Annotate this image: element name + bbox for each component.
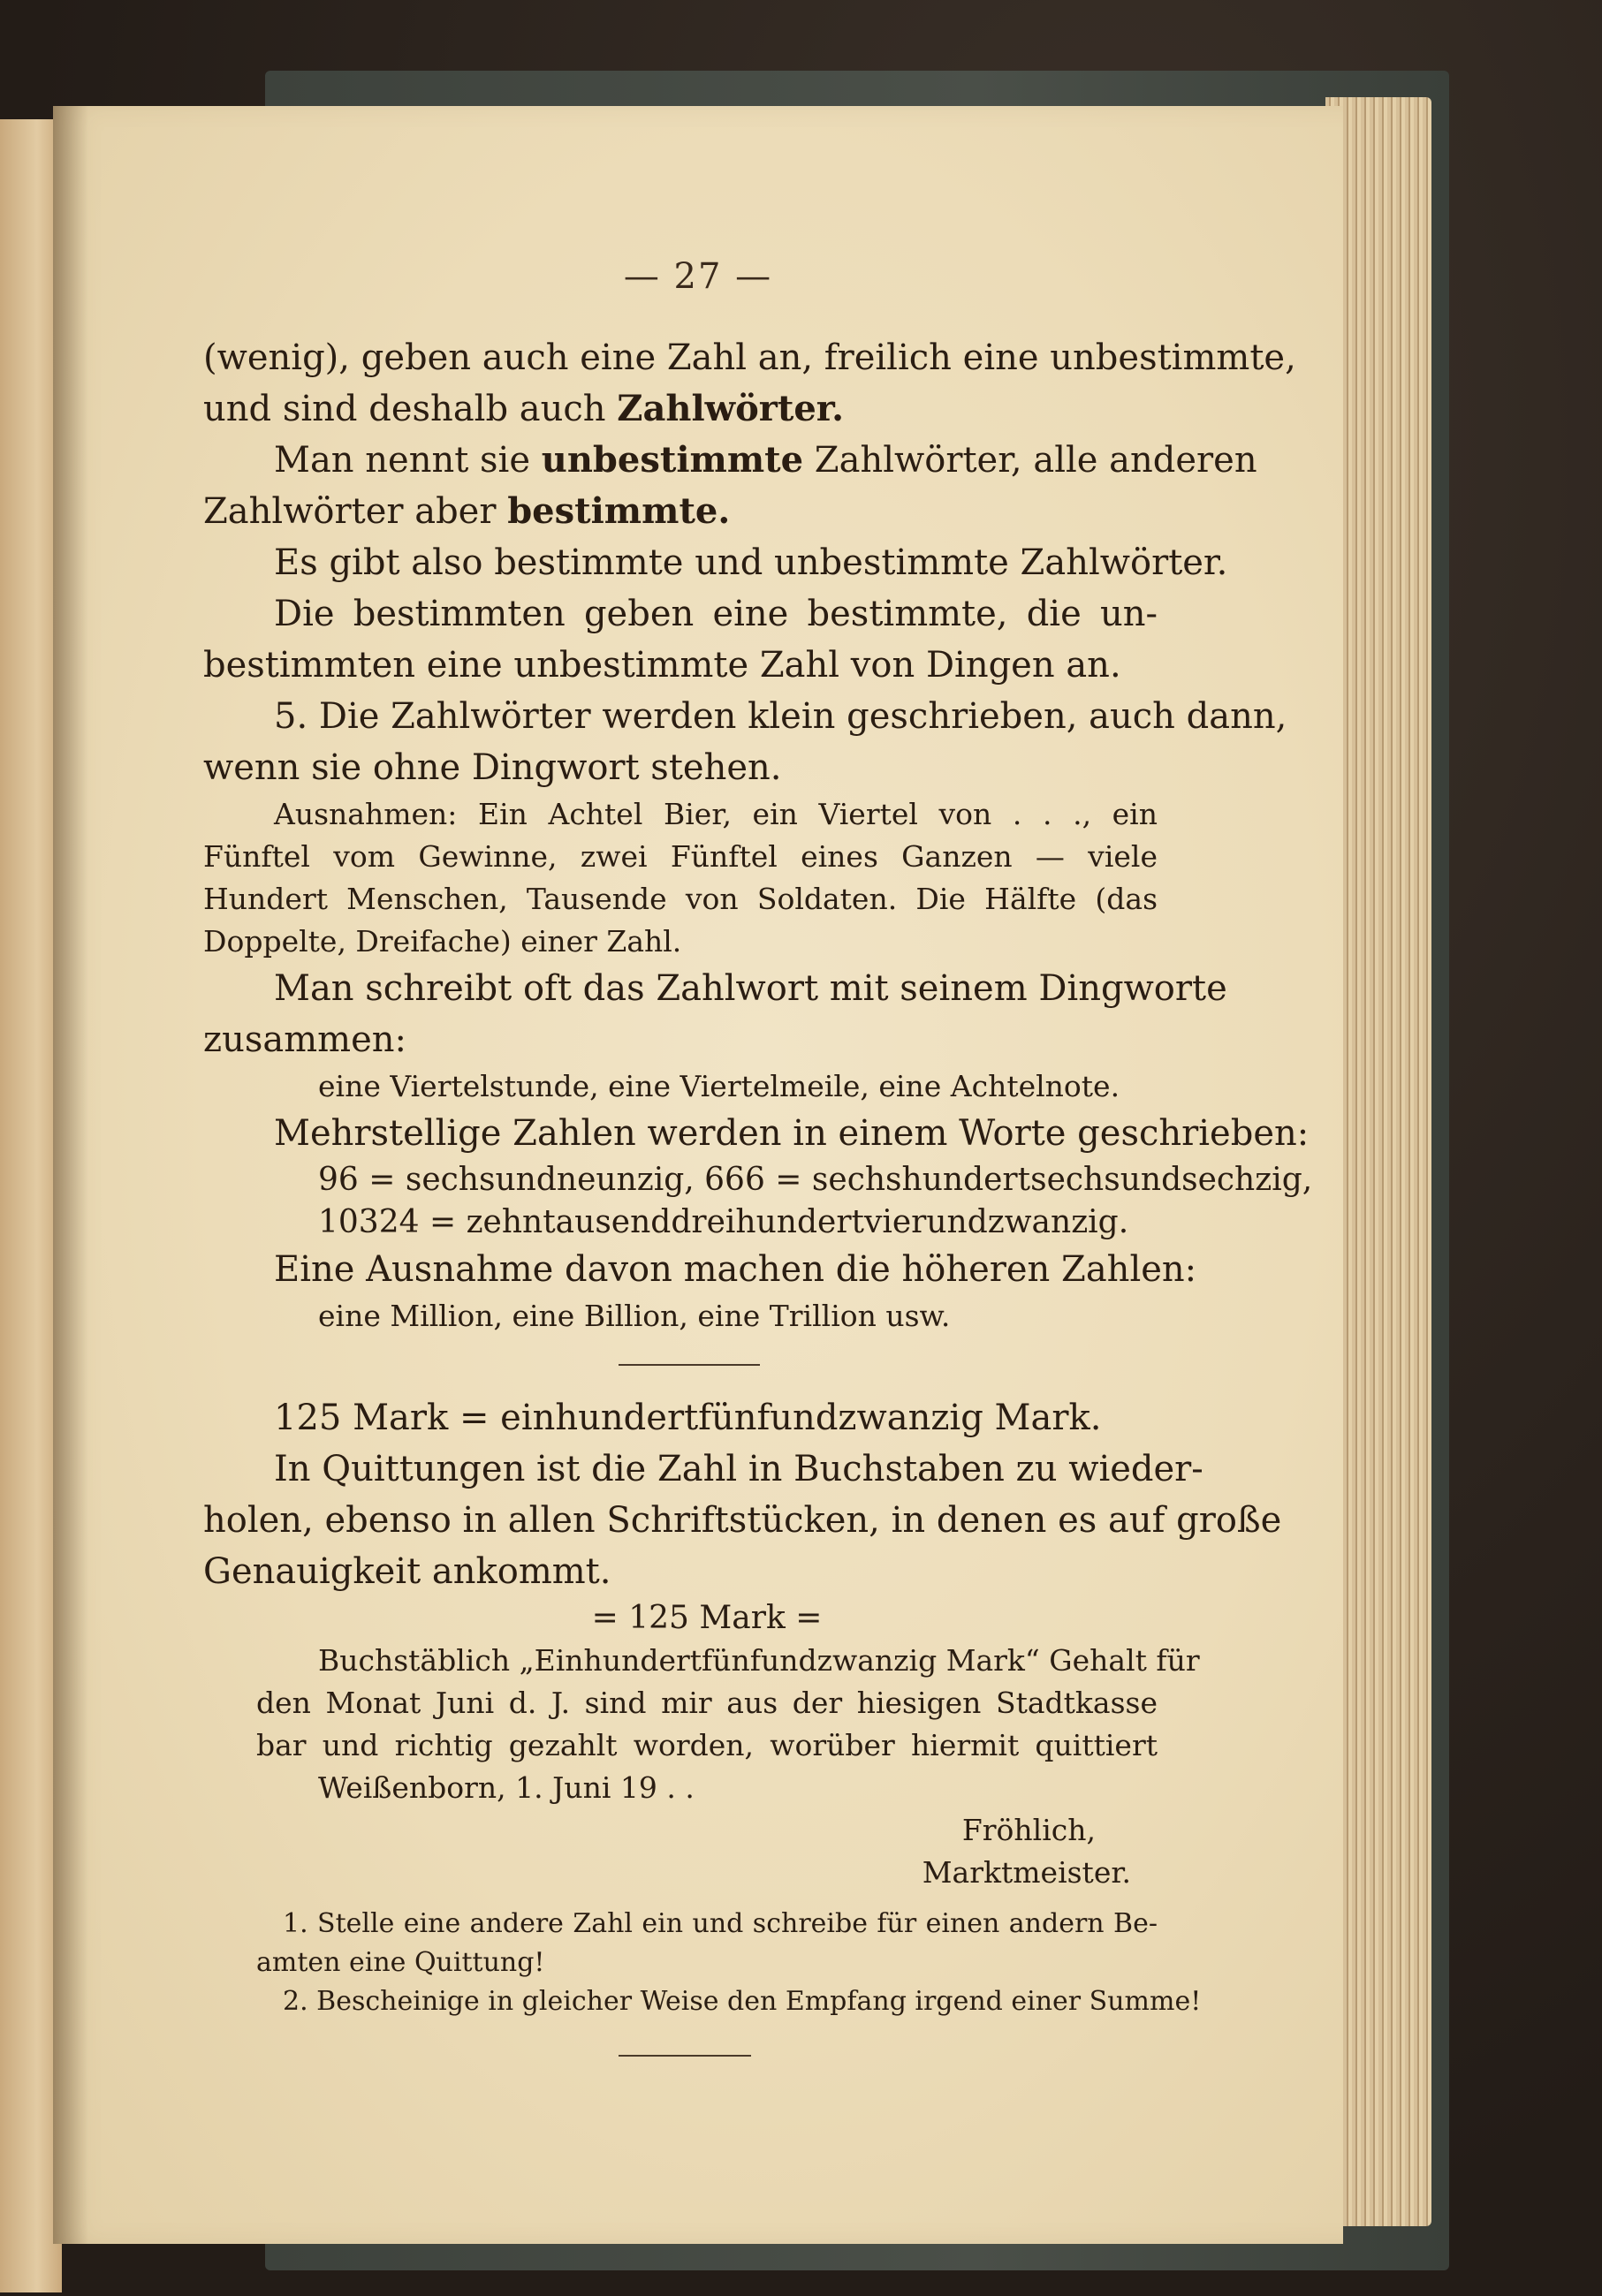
- page-text: [203, 256, 1313, 2057]
- page-number: — 27 —: [623, 256, 773, 297]
- example-line: eine Million, eine Billion, eine Trillion usw.: [318, 1299, 951, 1333]
- bold-term: unbestimmte: [541, 439, 804, 481]
- text-span: Zahlwörter, alle anderen: [803, 440, 1257, 481]
- bold-term: bestimmte.: [507, 490, 731, 532]
- text-line: holen, ebenso in allen Schriftstücken, in denen es auf große: [203, 1500, 1282, 1541]
- receipt-line: Weißenborn, 1. Juni 19 . .: [318, 1770, 695, 1805]
- text-line: Ausnahmen: Ein Achtel Bier, ein Viertel von . . ., ein: [274, 797, 1158, 831]
- exercise-item: amten eine Quittung!: [256, 1947, 545, 1978]
- text-line: Fünftel vom Gewinne, zwei Fünftel eines Ganzen — viele: [203, 839, 1158, 874]
- text-span: Man nennt sie: [274, 440, 542, 481]
- text-line: Eine Ausnahme davon machen die höheren Zahlen:: [274, 1249, 1197, 1290]
- bold-term: Zahlwörter.: [617, 388, 845, 429]
- receipt-line: den Monat Juni d. J. sind mir aus der hiesigen Stadtkasse: [256, 1686, 1158, 1720]
- example-line: eine Viertelstunde, eine Viertelmeile, eine Achtelnote.: [318, 1069, 1120, 1103]
- text-span: und sind deshalb auch: [203, 389, 618, 429]
- text-line: [203, 383, 1158, 435]
- receipt-signature: Fröhlich,: [961, 1813, 1096, 1847]
- receipt-amount: = 125 Mark =: [591, 1600, 823, 1636]
- text-line: wenn sie ohne Dingwort stehen.: [203, 747, 782, 788]
- text-span: Zahlwörter aber: [203, 491, 508, 532]
- text-line: 125 Mark = einhundertfünfundzwanzig Mark.: [274, 1398, 1102, 1438]
- text-line: 5. Die Zahlwörter werden klein geschrieben, auch dann,: [274, 696, 1287, 737]
- exercise-item: 2. Bescheinige in gleicher Weise den Empfang irgend einer Summe!: [283, 1986, 1202, 2017]
- divider: [619, 1364, 760, 1366]
- gutter-shadow: [53, 106, 88, 2244]
- receipt-signature-title: Marktmeister.: [922, 1855, 1131, 1890]
- text-line: Die bestimmten geben eine bestimmte, die un-: [274, 594, 1158, 634]
- text-line: [203, 486, 1158, 537]
- number-example: 10324 = zehntausenddreihundertvierundzwanzig.: [318, 1204, 1129, 1240]
- text-line: zusammen:: [203, 1019, 406, 1060]
- text-line: bestimmten eine unbestimmte Zahl von Dingen an.: [203, 645, 1121, 686]
- receipt-line: bar und richtig gezahlt worden, worüber hiermit quittiert: [256, 1728, 1158, 1762]
- text-line: Doppelte, Dreifache) einer Zahl.: [203, 924, 682, 959]
- text-line: Man schreibt oft das Zahlwort mit seinem Dingworte: [274, 968, 1227, 1009]
- text-line: In Quittungen ist die Zahl in Buchstaben zu wieder-: [274, 1449, 1203, 1489]
- exercise-item: 1. Stelle eine andere Zahl ein und schreibe für einen andern Be-: [283, 1908, 1158, 1939]
- number-example: 96 = sechsundneunzig, 666 = sechshundertsechsundsechzig,: [318, 1162, 1313, 1198]
- text-line: Hundert Menschen, Tausende von Soldaten. Die Hälfte (das: [203, 882, 1158, 916]
- text-line: (wenig), geben auch eine Zahl an, freilich eine unbestimmte,: [203, 337, 1296, 378]
- text-line: Es gibt also bestimmte und unbestimmte Zahlwörter.: [274, 542, 1228, 583]
- receipt-line: Buchstäblich „Einhundertfünfundzwanzig Mark“ Gehalt für: [318, 1643, 1200, 1678]
- text-line: Genauigkeit ankommt.: [203, 1551, 611, 1592]
- text-line: [203, 435, 1257, 486]
- divider: [619, 2055, 751, 2057]
- text-line: Mehrstellige Zahlen werden in einem Worte geschrieben:: [274, 1113, 1310, 1154]
